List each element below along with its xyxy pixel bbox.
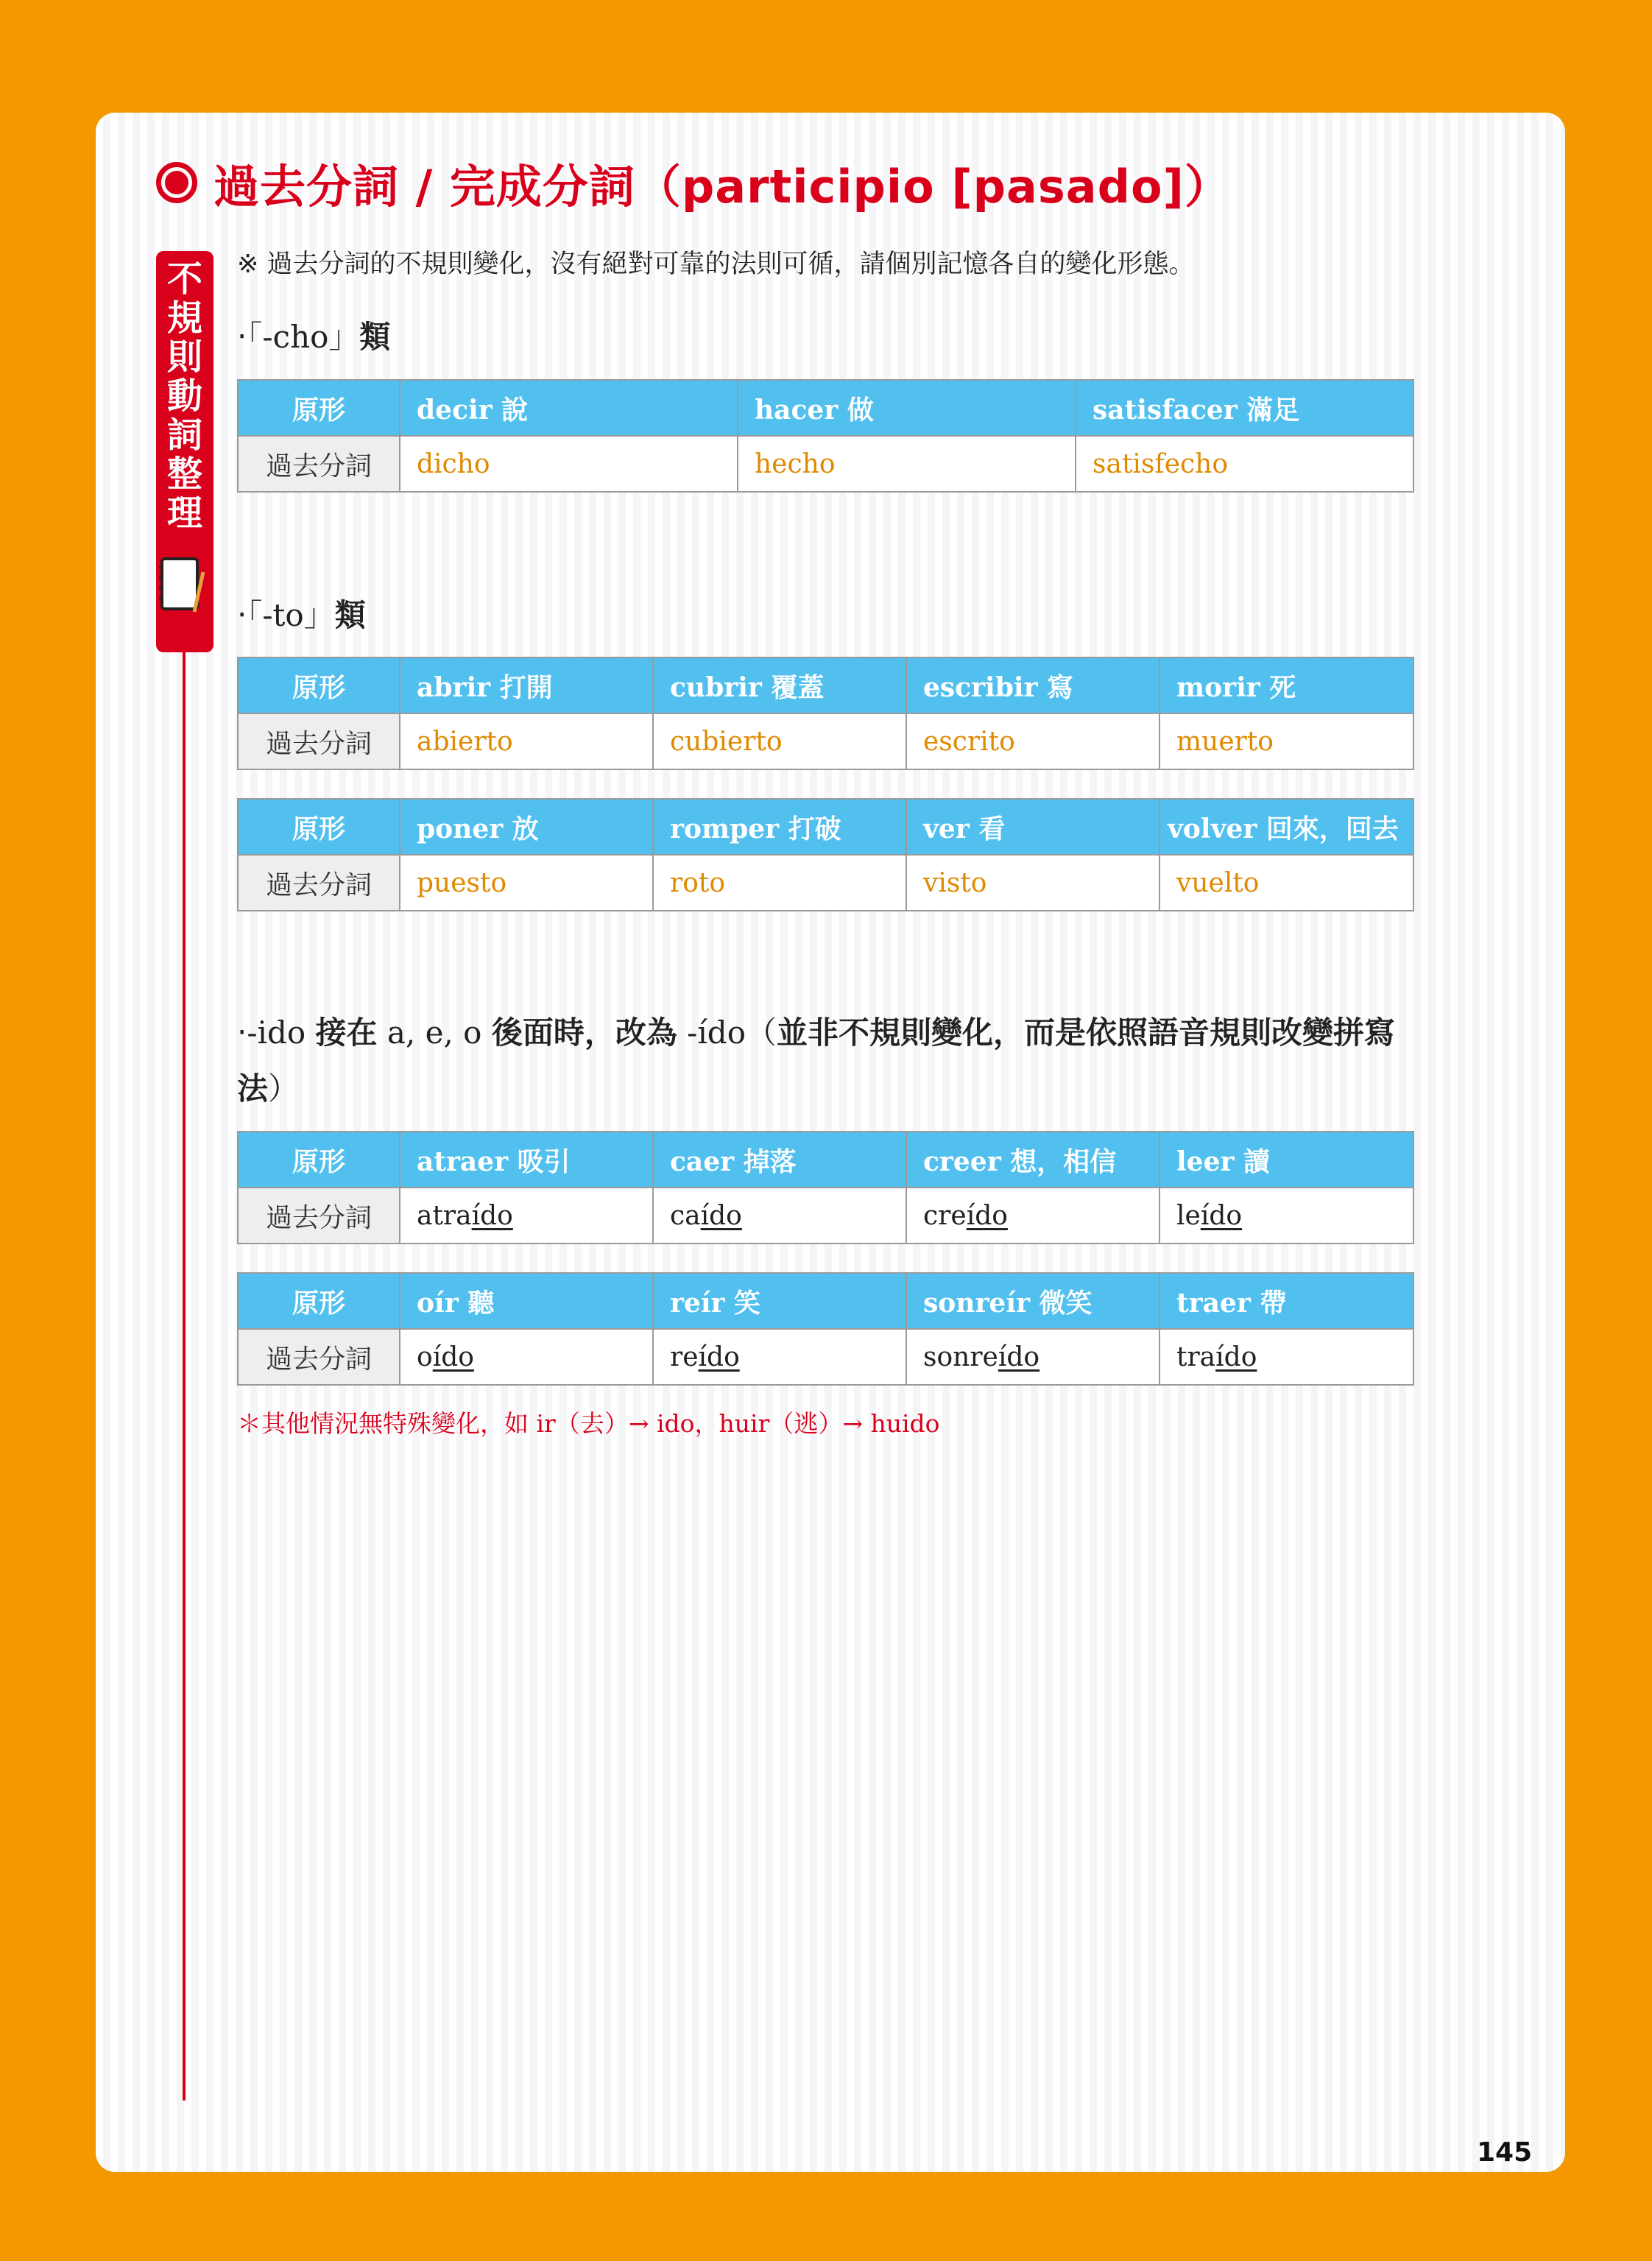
value-stem: re	[670, 1341, 699, 1372]
section-heading-to	[237, 591, 366, 635]
value-stem: cre	[923, 1200, 967, 1231]
table-row	[238, 713, 1413, 769]
value-stem: atra	[417, 1200, 472, 1231]
row-label-cell: 過去分詞	[238, 713, 400, 769]
side-divider-line	[183, 632, 186, 2100]
value-ending: ído	[700, 1200, 742, 1231]
table-to-1	[237, 657, 1414, 770]
side-tab-char: 詞	[166, 415, 202, 456]
value-cell: muerto	[1159, 713, 1413, 769]
table-cho	[237, 379, 1414, 493]
value-cell: visto	[906, 855, 1159, 911]
row-label-cell: 過去分詞	[238, 1188, 400, 1244]
ido-text-4: 後面時，改為	[491, 1015, 677, 1051]
header-cell: poner 放	[400, 799, 653, 855]
header-label-cell: 原形	[238, 1132, 400, 1188]
value-cell	[1159, 1188, 1413, 1244]
header-cell: oír 聽	[400, 1273, 653, 1329]
value-cell: abierto	[400, 713, 653, 769]
row-label-cell: 過去分詞	[238, 436, 400, 492]
ido-text-7: ）	[268, 1070, 300, 1107]
value-stem: le	[1176, 1200, 1201, 1231]
section-heading-text: ‧「-to」	[237, 597, 335, 633]
header-cell: escribir 寫	[906, 657, 1159, 713]
section-heading-cho	[237, 313, 390, 357]
header-cell: sonreír 微笑	[906, 1273, 1159, 1329]
table-row	[238, 1188, 1413, 1244]
value-cell: escrito	[906, 713, 1159, 769]
ido-text-2: 接在	[315, 1015, 378, 1051]
side-tab-char: 規	[166, 297, 202, 339]
row-label-cell: 過去分詞	[238, 855, 400, 911]
value-ending: ído	[698, 1341, 740, 1372]
header-cell: caer 掉落	[653, 1132, 906, 1188]
side-tab-char: 則	[166, 336, 202, 378]
header-cell: satisfacer 滿足	[1076, 380, 1413, 436]
table-ido-2	[237, 1272, 1414, 1386]
header-cell: romper 打破	[653, 799, 906, 855]
table-header-row	[238, 799, 1413, 855]
notebook-pencil-icon	[159, 556, 208, 615]
value-ending: ído	[1200, 1200, 1243, 1231]
value-cell	[906, 1188, 1159, 1244]
ido-text-3: a, e, o	[377, 1015, 492, 1051]
side-tab-char: 不	[166, 258, 202, 300]
table-header-row	[238, 380, 1413, 436]
value-cell	[906, 1329, 1159, 1385]
header-label-cell: 原形	[238, 657, 400, 713]
value-cell	[400, 1329, 653, 1385]
page-sheet	[96, 113, 1565, 2172]
header-cell: leer 讀	[1159, 1132, 1413, 1188]
header-cell: atraer 吸引	[400, 1132, 653, 1188]
section-heading-bold: 類	[334, 597, 366, 633]
row-label-cell: 過去分詞	[238, 1329, 400, 1385]
table-header-row	[238, 1132, 1413, 1188]
value-stem: o	[417, 1341, 433, 1372]
header-cell: reír 笑	[653, 1273, 906, 1329]
value-stem: sonre	[923, 1341, 998, 1372]
value-cell: puesto	[400, 855, 653, 911]
value-cell: roto	[653, 855, 906, 911]
value-stem: ca	[670, 1200, 701, 1231]
table-row	[238, 1329, 1413, 1385]
table-row	[238, 436, 1413, 492]
intro-note: ※ 過去分詞的不規則變化，沒有絕對可靠的法則可循，請個別記憶各自的變化形態。	[237, 250, 1195, 279]
ido-text-6: 並非不規則變化，而是依照語音規則改變拼寫法	[237, 1015, 1395, 1107]
header-cell: creer 想，相信	[906, 1132, 1159, 1188]
header-cell: cubrir 覆蓋	[653, 657, 906, 713]
value-cell	[653, 1329, 906, 1385]
value-ending: ído	[471, 1200, 513, 1231]
value-ending: ído	[998, 1341, 1040, 1372]
section-heading-bold: 類	[359, 319, 391, 355]
table-ido-1	[237, 1131, 1414, 1244]
table-to-2	[237, 798, 1414, 911]
table-header-row	[238, 657, 1413, 713]
header-cell: traer 帶	[1159, 1273, 1413, 1329]
value-cell: hecho	[738, 436, 1076, 492]
header-cell: decir 說	[400, 380, 738, 436]
value-cell	[653, 1188, 906, 1244]
section-heading-ido	[237, 1005, 1415, 1117]
footnote: ＊其他情況無特殊變化，如 ir（去）→ ido，huir（逃）→ huido	[237, 1409, 940, 1438]
value-cell: cubierto	[653, 713, 906, 769]
header-cell: morir 死	[1159, 657, 1413, 713]
value-ending: ído	[966, 1200, 1008, 1231]
header-cell: volver 回來，回去	[1159, 799, 1413, 855]
header-label-cell: 原形	[238, 380, 400, 436]
value-cell: satisfecho	[1076, 436, 1413, 492]
page-title-row	[156, 149, 1231, 216]
value-cell: dicho	[400, 436, 738, 492]
page-number: 145	[1477, 2137, 1533, 2167]
page-title: 過去分詞 / 完成分詞（participio [pasado]）	[213, 159, 1231, 214]
value-cell	[400, 1188, 653, 1244]
section-heading-text: ‧「-cho」	[237, 319, 360, 355]
target-bullet-icon	[156, 162, 197, 203]
table-header-row	[238, 1273, 1413, 1329]
header-label-cell: 原形	[238, 799, 400, 855]
ido-text-1: ‧-ido	[237, 1015, 316, 1051]
value-cell: vuelto	[1159, 855, 1413, 911]
header-cell: hacer 做	[738, 380, 1076, 436]
header-cell: ver 看	[906, 799, 1159, 855]
side-tab-char: 動	[166, 375, 202, 417]
header-cell: abrir 打開	[400, 657, 653, 713]
value-ending: ído	[1215, 1341, 1257, 1372]
side-tab-char: 整	[166, 454, 202, 495]
value-cell	[1159, 1329, 1413, 1385]
header-label-cell: 原形	[238, 1273, 400, 1329]
value-ending: ído	[432, 1341, 474, 1372]
table-row	[238, 855, 1413, 911]
ido-text-5: -ído（	[677, 1015, 777, 1051]
value-stem: tra	[1176, 1341, 1216, 1372]
side-tab-char: 理	[166, 493, 202, 534]
